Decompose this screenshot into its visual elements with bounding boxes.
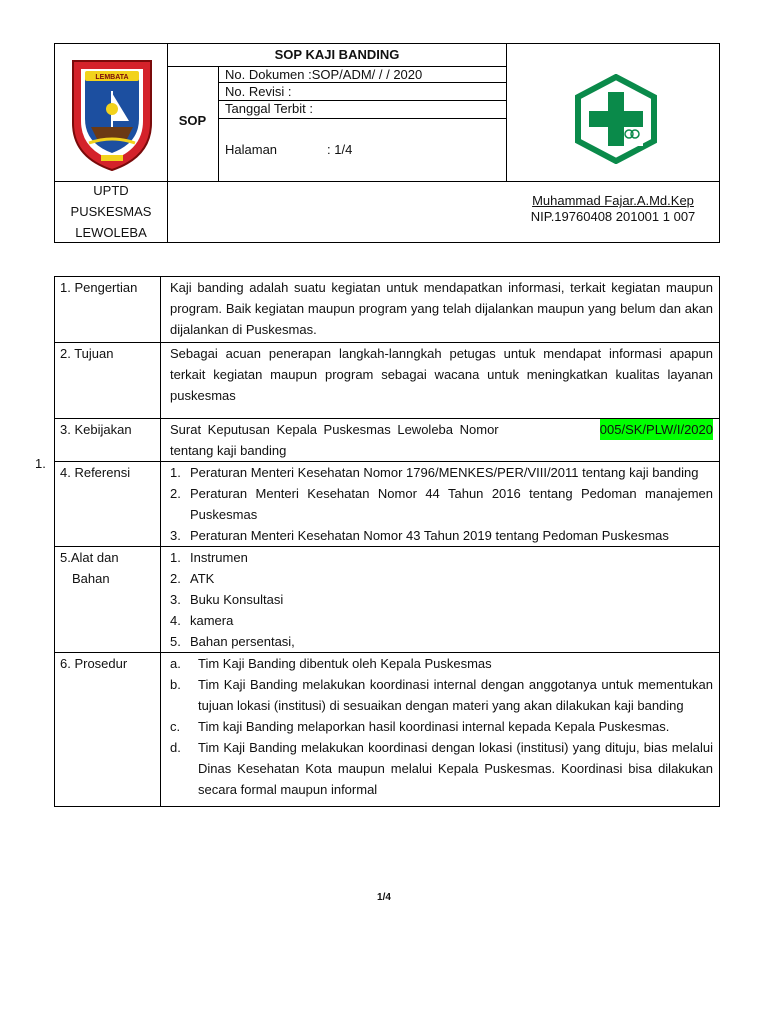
label-tujuan: 2. Tujuan <box>55 343 161 419</box>
row-alat-bahan <box>55 547 720 653</box>
page-value: : 1/4 <box>327 142 353 157</box>
referensi-item <box>170 462 713 483</box>
prosedur-item-number: b. <box>170 677 181 692</box>
prosedur-item-text: Tim Kaji Banding dibentuk oleh Kepala Puskesmas <box>198 656 492 671</box>
alat-item-text: kamera <box>190 613 234 628</box>
prosedur-item-number: a. <box>170 656 181 671</box>
referensi-item-text: Peraturan Menteri Kesehatan Nomor 1796/MENKES/PER/VIII/2011 tentang kaji banding <box>190 465 699 480</box>
row-tujuan <box>55 343 720 419</box>
prosedur-item-text: Tim Kaji Banding melakukan koordinasi internal dengan anggotanya untuk mementukan tujuan lokasi (institusi) di sesuaikan dengan materi yang akan dilakukan kaji banding <box>198 677 713 713</box>
issue-date: Tanggal Terbit : <box>225 101 313 116</box>
prosedur-item <box>170 674 713 716</box>
label-alat-bahan <box>55 547 161 653</box>
row-prosedur <box>55 653 720 807</box>
referensi-item <box>170 483 713 525</box>
prosedur-item <box>170 737 713 800</box>
label-alat-line1: 5.Alat dan <box>60 550 119 565</box>
sop-title: SOP KAJI BANDING <box>274 47 400 62</box>
row-referensi <box>55 462 720 547</box>
alat-item <box>170 589 713 610</box>
alat-item-number: 3. <box>170 592 181 607</box>
unit-line-3: LEWOLEBA <box>75 225 147 240</box>
alat-item-number: 5. <box>170 634 181 649</box>
prosedur-item-text: Tim Kaji Banding melakukan koordinasi dengan lokasi (institusi) yang dituju, bias melalui Dinas Kesehatan Kota maupun melalui Kepala Puskesmas. Koordinasi bisa dilakukan secara formal maupun informal <box>198 740 713 797</box>
kebijakan-text-after: tentang kaji banding <box>170 443 287 458</box>
alat-item <box>170 631 713 652</box>
content-tujuan: Sebagai acuan penerapan langkah-lanngkah petugas untuk mendapat informasi apapun terkait kegiatan maupun program sebagai wacana untuk meningkatkan kualitas layanan puskesmas <box>161 343 720 419</box>
referensi-item-number: 1. <box>170 465 181 480</box>
sop-body-table <box>54 276 720 807</box>
alat-item-text: Bahan persentasi, <box>190 634 295 649</box>
content-kebijakan <box>161 419 720 462</box>
content-pengertian: Kaji banding adalah suatu kegiatan untuk mendapatkan informasi, terkait kegiatan maupun program. Baik kegiatan maupun program yang telah dijalankan maupun yang belum dan akan dijalankan di Puskesmas. <box>161 277 720 343</box>
unit-line-1: UPTD <box>93 183 129 198</box>
referensi-item-number: 3. <box>170 528 181 543</box>
sop-label: SOP <box>178 113 207 128</box>
alat-item <box>170 547 713 568</box>
label-alat-line2: Bahan <box>72 571 110 586</box>
alat-item-text: Buku Konsultasi <box>190 592 284 607</box>
content-alat-bahan <box>161 547 720 653</box>
referensi-item-text: Peraturan Menteri Kesehatan Nomor 44 Tahun 2016 tentang Pedoman manajemen Puskesmas <box>190 486 713 522</box>
unit-line-2: PUSKESMAS <box>70 204 152 219</box>
lembata-emblem-logo <box>69 57 155 173</box>
referensi-item <box>170 525 713 546</box>
label-prosedur: 6. Prosedur <box>55 653 161 807</box>
prosedur-item <box>170 716 713 737</box>
alat-item-text: ATK <box>190 571 215 586</box>
referensi-item-text: Peraturan Menteri Kesehatan Nomor 43 Tahun 2019 tentang Pedoman Puskesmas <box>190 528 669 543</box>
row-kebijakan <box>55 419 720 462</box>
page-label: Halaman <box>225 142 278 157</box>
sop-header-table <box>54 43 720 243</box>
side-marker: 1. <box>35 456 46 471</box>
doc-number: No. Dokumen :SOP/ADM/ / / 2020 <box>225 67 423 82</box>
unit-name <box>55 180 167 243</box>
content-referensi <box>161 462 720 547</box>
alat-item-number: 1. <box>170 550 181 565</box>
label-referensi: 4. Referensi <box>55 462 161 547</box>
signer-nip: NIP.19760408 201001 1 007 <box>530 209 696 224</box>
puskesmas-logo <box>571 74 661 164</box>
prosedur-item <box>170 653 713 674</box>
decree-number-highlight: 005/SK/PLW/I/2020 <box>600 419 713 440</box>
alat-item-text: Instrumen <box>190 550 248 565</box>
prosedur-item-number: c. <box>170 719 181 734</box>
referensi-item-number: 2. <box>170 486 181 501</box>
content-prosedur <box>161 653 720 807</box>
label-kebijakan: 3. Kebijakan <box>55 419 161 462</box>
page-footer: 1/4 <box>377 892 391 903</box>
kebijakan-text: Surat Keputusan Kepala Puskesmas Lewoleba Nomor <box>170 422 499 437</box>
prosedur-item-text: Tim kaji Banding melaporkan hasil koordinasi internal kepada Kepala Puskesmas. <box>198 719 670 734</box>
alat-item-number: 4. <box>170 613 181 628</box>
prosedur-item-number: d. <box>170 740 181 755</box>
alat-item <box>170 610 713 631</box>
alat-item-number: 2. <box>170 571 181 586</box>
alat-item <box>170 568 713 589</box>
signer-name: Muhammad Fajar.A.Md.Kep <box>532 193 694 208</box>
logo-left-text: LEMBATA <box>95 74 129 81</box>
revision-number: No. Revisi : <box>225 84 292 99</box>
row-pengertian <box>55 277 720 343</box>
label-pengertian: 1. Pengertian <box>55 277 161 343</box>
